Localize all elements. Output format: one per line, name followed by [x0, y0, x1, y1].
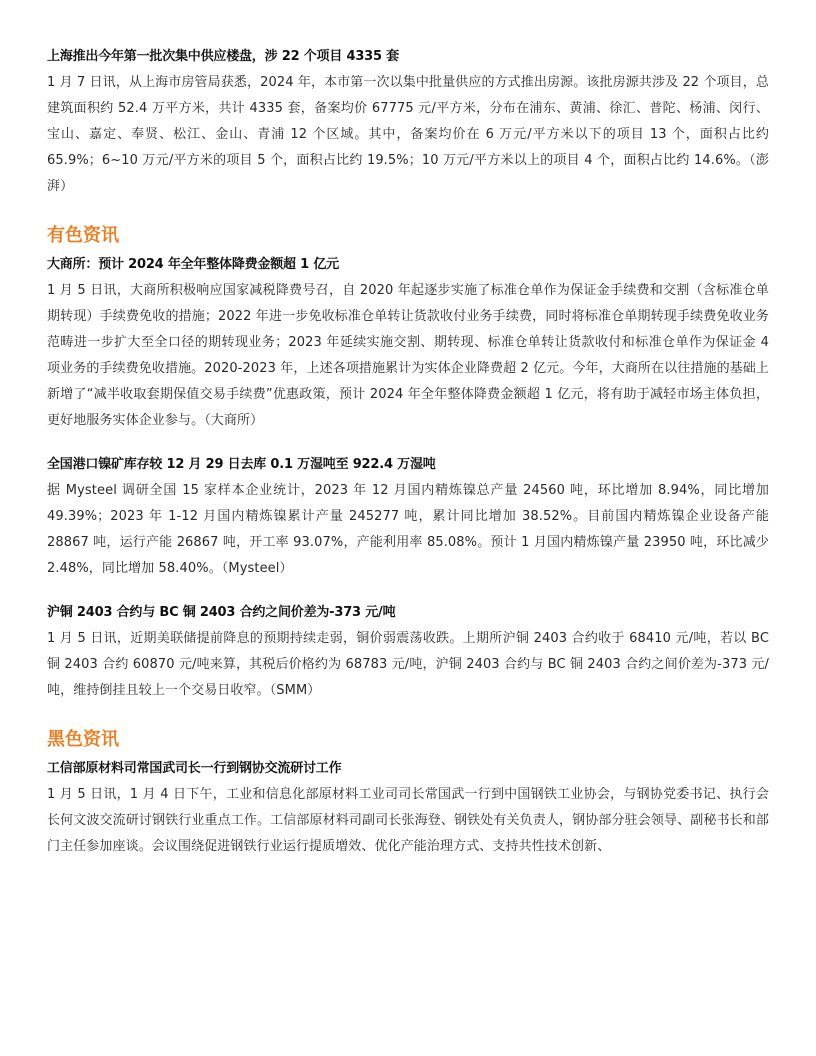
article-body: 1 月 5 日讯，1 月 4 日下午，工业和信息化部原材料工业司司长常国武一行到中国钢铁工业协会，与钢协党委书记、执行会长何文波交流研讨钢铁行业重点工作。工信部原材料司副司长张海登、钢铁处有关负责人，钢协部分驻会领导、副秘书长和部门主任参加座谈。会议围绕促进钢铁行业运行提质增效、优化产能治理方式、支持共性技术创新、 [47, 787, 769, 854]
article-miit-steel-visit [47, 760, 769, 860]
spacer [47, 200, 769, 224]
article-nickel-inventory [47, 456, 769, 582]
document-page [47, 40, 769, 860]
article-title: 工信部原材料司常国武司长一行到钢协交流研讨工作 [47, 761, 342, 776]
section-title-ferrous: 黑色资讯 [47, 729, 119, 750]
spacer [47, 582, 769, 604]
article-title: 上海推出今年第一批次集中供应楼盘，涉 22 个项目 4335 套 [47, 49, 399, 64]
article-body: 1 月 5 日讯，近期美联储提前降息的预期持续走弱，铜价弱震荡收跌。上期所沪铜 2403 合约收于 68410 元/吨，若以 BC 铜 2403 合约 60870 元/吨来算，其税后价格约为 68783 元/吨，沪铜 2403 合约与 BC 铜 2403 合约之间价差为-373 元/吨，维持倒挂且较上一个交易日收窄。（SMM） [47, 631, 769, 698]
article-shanghai-housing [47, 48, 769, 200]
article-dce-fee-reduction [47, 256, 769, 434]
article-title: 大商所：预计 2024 年全年整体降费金额超 1 亿元 [47, 257, 339, 272]
spacer [47, 704, 769, 728]
spacer [47, 434, 769, 456]
article-title: 沪铜 2403 合约与 BC 铜 2403 合约之间价差为-373 元/吨 [47, 605, 396, 620]
article-title: 全国港口镍矿库存较 12 月 29 日去库 0.1 万湿吨至 922.4 万湿吨 [47, 457, 436, 472]
article-copper-spread [47, 604, 769, 704]
section-title-nonferrous: 有色资讯 [47, 225, 119, 246]
article-body: 1 月 5 日讯，大商所积极响应国家减税降费号召，自 2020 年起逐步实施了标准仓单作为保证金手续费和交割（含标准仓单期转现）手续费免收的措施；2022 年进一步免收标准仓单转让货款收付业务手续费，同时将标准仓单期转现手续费免收业务范畴进一步扩大至全口径的期转现业务；2023 年延续实施交割、期转现、标准仓单转让货款收付和标准仓单作为保证金 4 项业务的手续费免收措施。2020-2023 年，上述各项措施累计为实体企业降费超 2 亿元。今年，大商所在以往措施的基础上新增了“减半收取套期保值交易手续费”优惠政策，预计 2024 年全年整体降费金额超 1 亿元，将有助于减轻市场主体负担，更好地服务实体企业参与。（大商所） [47, 283, 769, 428]
article-body: 据 Mysteel 调研全国 15 家样本企业统计，2023 年 12 月国内精炼镍总产量 24560 吨，环比增加 8.94%，同比增加 49.39%；2023 年 1-12 月国内精炼镍累计产量 245277 吨，累计同比增加 38.52%。目前国内精炼镍企业设备产能 28867 吨，运行产能 26867 吨，开工率 93.07%，产能利用率 85.08%。预计 1 月国内精炼镍产量 23950 吨，环比减少 2.48%，同比增加 58.40%。（Mysteel） [47, 483, 769, 576]
article-body: 1 月 7 日讯，从上海市房管局获悉，2024 年，本市第一次以集中批量供应的方式推出房源。该批房源共涉及 22 个项目，总建筑面积约 52.4 万平方米，共计 4335 套，备案均价 67775 元/平方米，分布在浦东、黄浦、徐汇、普陀、杨浦、闵行、宝山、嘉定、奉贤、松江、金山、青浦 12 个区域。其中，备案均价在 6 万元/平方米以下的项目 13 个，面积占比约 65.9%；6~10 万元/平方米的项目 5 个，面积占比约 19.5%；10 万元/平方米以上的项目 4 个，面积占比约 14.6%。（澎湃） [47, 75, 769, 194]
